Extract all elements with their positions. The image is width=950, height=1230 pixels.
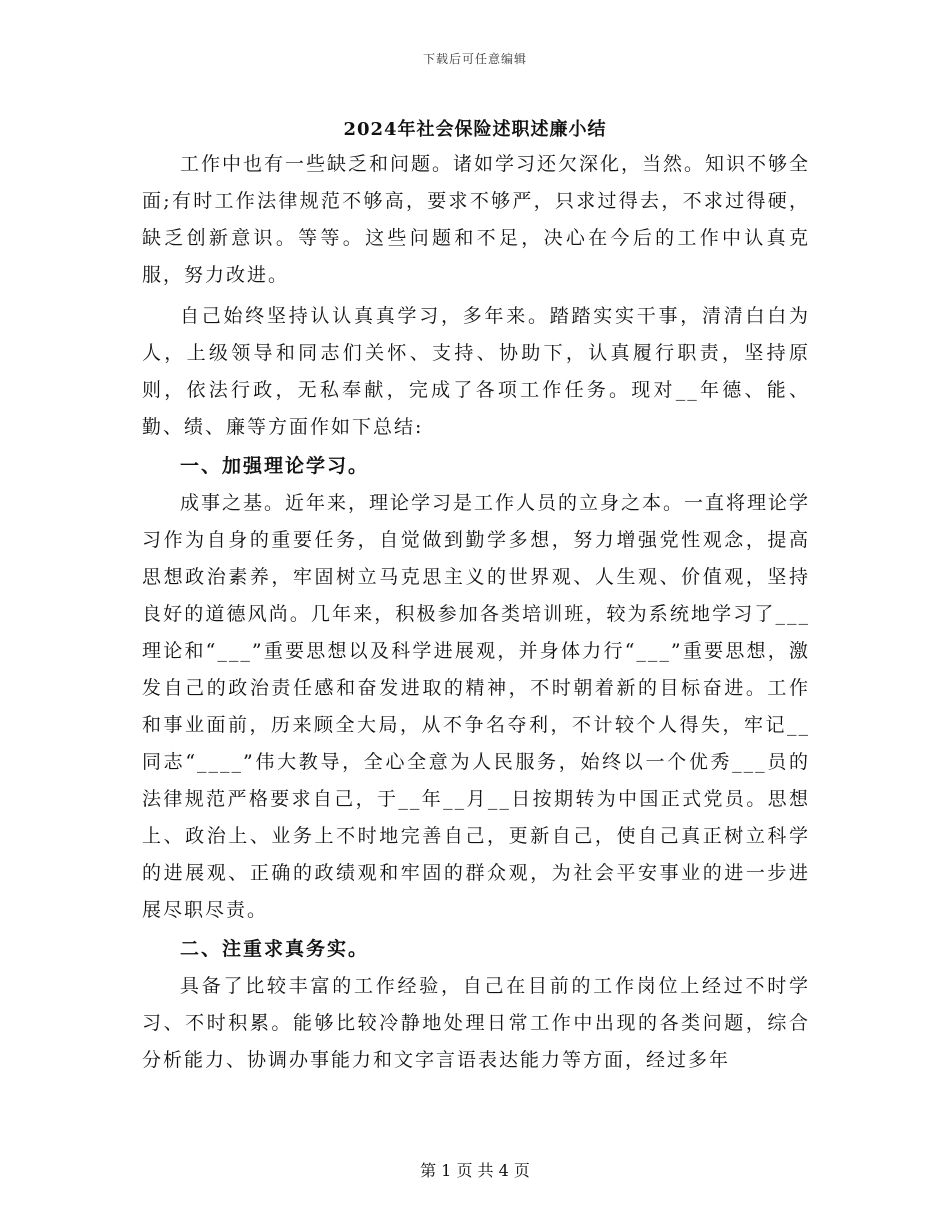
section-2-heading: 二、注重求真务实。 <box>180 938 370 960</box>
document-title: 2024年社会保险述职述廉小结 <box>343 119 607 140</box>
paragraph-2: 自己始终坚持认认真真学习，多年来。踏踏实实干事，清清白白为人，上级领导和同志们关怀、支持、协助下，认真履行职责，坚持原则，依法行政，无私奉献，完成了各项工作任务。现对__年德、能、勤、绩、廉等方面作如下总结: <box>142 305 810 438</box>
section-1-text: 成事之基。近年来，理论学习是工作人员的立身之本。一直将理论学习作为自身的重要任务，自觉做到勤学多想，努力增强党性观念，提高思想政治素养，牢固树立马克思主义的世界观、人生观、价值观，坚持良好的道德风尚。几年来，积极参加各类培训班，较为系统地学习了___理论和“___”重要思想以及科学进展观，并身体力行“___”重要思想，激发自己的政治责任感和奋发进取的精神，不时朝着新的目标奋进。工作和事业面前，历来顾全大局，从不争名夺利，不计较个人得失，牢记__同志“____”伟大教导，全心全意为人民服务，始终以一个优秀___员的法律规范严格要求自己，于__年__月__日按期转为中国正式党员。思想上、政治上、业务上不时地完善自己，更新自己，使自己真正树立科学的进展观、正确的政绩观和牢固的群众观，为社会平安事业的进一步进展尽职尽责。 <box>142 492 811 921</box>
section-2-text: 具备了比较丰富的工作经验，自己在目前的工作岗位上经过不时学习、不时积累。能够比较冷静地处理日常工作中出现的各类问题，综合分析能力、协调办事能力和文字言语表达能力等方面，经过多年 <box>142 975 810 1071</box>
page-indicator: 第 1 页 共 4 页 <box>420 1161 530 1180</box>
document-body <box>142 146 810 1079</box>
section-1-heading: 一、加强理论学习。 <box>180 455 370 477</box>
header-note: 下载后可任意编辑 <box>422 52 527 66</box>
paragraph-1: 工作中也有一些缺乏和问题。诸如学习还欠深化，当然。知识不够全面;有时工作法律规范不够高，要求不够严，只求过得去，不求过得硬，缺乏创新意识。等等。这些问题和不足，决心在今后的工作中认真克服，努力改进。 <box>142 153 811 286</box>
